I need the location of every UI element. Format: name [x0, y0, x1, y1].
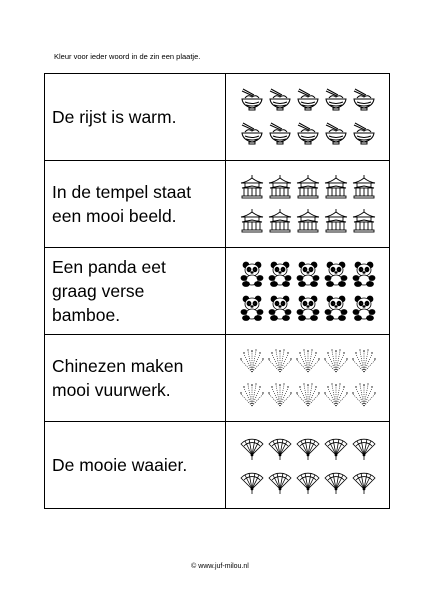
sentence-text: De mooie waaier. [52, 455, 188, 475]
temple-icon[interactable] [239, 208, 265, 234]
temple-icon[interactable] [351, 174, 377, 200]
worksheet-table [44, 73, 390, 509]
firework-icon[interactable] [267, 382, 293, 408]
fan-icon[interactable] [295, 469, 321, 495]
temple-icon[interactable] [239, 174, 265, 200]
rice-bowl-icon[interactable] [295, 87, 321, 113]
icon-row [226, 259, 389, 289]
fan-icon[interactable] [351, 469, 377, 495]
temple-icon[interactable] [295, 208, 321, 234]
icon-row [226, 85, 389, 115]
sentence-text: In de tempel staat een mooi beeld. [52, 182, 192, 226]
sentence-text: Chinezen maken mooi vuurwerk. [52, 356, 184, 400]
rice-bowl-icon[interactable] [351, 121, 377, 147]
worksheet-row [45, 74, 390, 161]
sentence-text: Een panda eet graag verse bamboe. [52, 257, 166, 325]
panda-icon[interactable] [323, 295, 349, 321]
rice-bowl-icon[interactable] [267, 87, 293, 113]
firework-icon[interactable] [295, 382, 321, 408]
fan-icon[interactable] [239, 469, 265, 495]
rice-bowl-icon[interactable] [295, 121, 321, 147]
sentence-cell [45, 161, 226, 248]
instruction-text: Kleur voor ieder woord in de zin een plaatje. [54, 52, 201, 61]
icon-row [226, 380, 389, 410]
picture-cell [226, 335, 390, 422]
sentence-cell [45, 248, 226, 335]
rice-bowl-icon[interactable] [351, 87, 377, 113]
firework-icon[interactable] [323, 382, 349, 408]
panda-icon[interactable] [239, 261, 265, 287]
firework-icon[interactable] [351, 382, 377, 408]
temple-icon[interactable] [295, 174, 321, 200]
fan-icon[interactable] [239, 435, 265, 461]
panda-icon[interactable] [267, 261, 293, 287]
panda-icon[interactable] [267, 295, 293, 321]
rice-bowl-icon[interactable] [239, 121, 265, 147]
panda-icon[interactable] [295, 261, 321, 287]
icon-row [226, 346, 389, 376]
firework-icon[interactable] [239, 382, 265, 408]
rice-bowl-icon[interactable] [323, 87, 349, 113]
worksheet-row [45, 161, 390, 248]
worksheet-row [45, 335, 390, 422]
rice-bowl-icon[interactable] [323, 121, 349, 147]
fan-icon[interactable] [323, 435, 349, 461]
panda-icon[interactable] [351, 295, 377, 321]
temple-icon[interactable] [351, 208, 377, 234]
rice-bowl-icon[interactable] [239, 87, 265, 113]
firework-icon[interactable] [323, 348, 349, 374]
sentence-cell [45, 422, 226, 509]
panda-icon[interactable] [351, 261, 377, 287]
worksheet-row [45, 422, 390, 509]
sentence-cell [45, 74, 226, 161]
picture-cell [226, 248, 390, 335]
fan-icon[interactable] [267, 435, 293, 461]
worksheet-row [45, 248, 390, 335]
rice-bowl-icon[interactable] [267, 121, 293, 147]
footer-copyright: © www.juf-milou.nl [191, 563, 249, 570]
panda-icon[interactable] [239, 295, 265, 321]
icon-row [226, 119, 389, 149]
picture-cell [226, 422, 390, 509]
icon-row [226, 206, 389, 236]
fan-icon[interactable] [351, 435, 377, 461]
picture-cell [226, 74, 390, 161]
firework-icon[interactable] [239, 348, 265, 374]
panda-icon[interactable] [295, 295, 321, 321]
temple-icon[interactable] [323, 208, 349, 234]
temple-icon[interactable] [267, 174, 293, 200]
icon-row [226, 467, 389, 497]
fan-icon[interactable] [267, 469, 293, 495]
icon-row [226, 172, 389, 202]
picture-cell [226, 161, 390, 248]
firework-icon[interactable] [295, 348, 321, 374]
icon-row [226, 293, 389, 323]
fan-icon[interactable] [295, 435, 321, 461]
temple-icon[interactable] [267, 208, 293, 234]
fan-icon[interactable] [323, 469, 349, 495]
sentence-cell [45, 335, 226, 422]
panda-icon[interactable] [323, 261, 349, 287]
icon-row [226, 433, 389, 463]
sentence-text: De rijst is warm. [52, 107, 177, 127]
firework-icon[interactable] [351, 348, 377, 374]
firework-icon[interactable] [267, 348, 293, 374]
temple-icon[interactable] [323, 174, 349, 200]
